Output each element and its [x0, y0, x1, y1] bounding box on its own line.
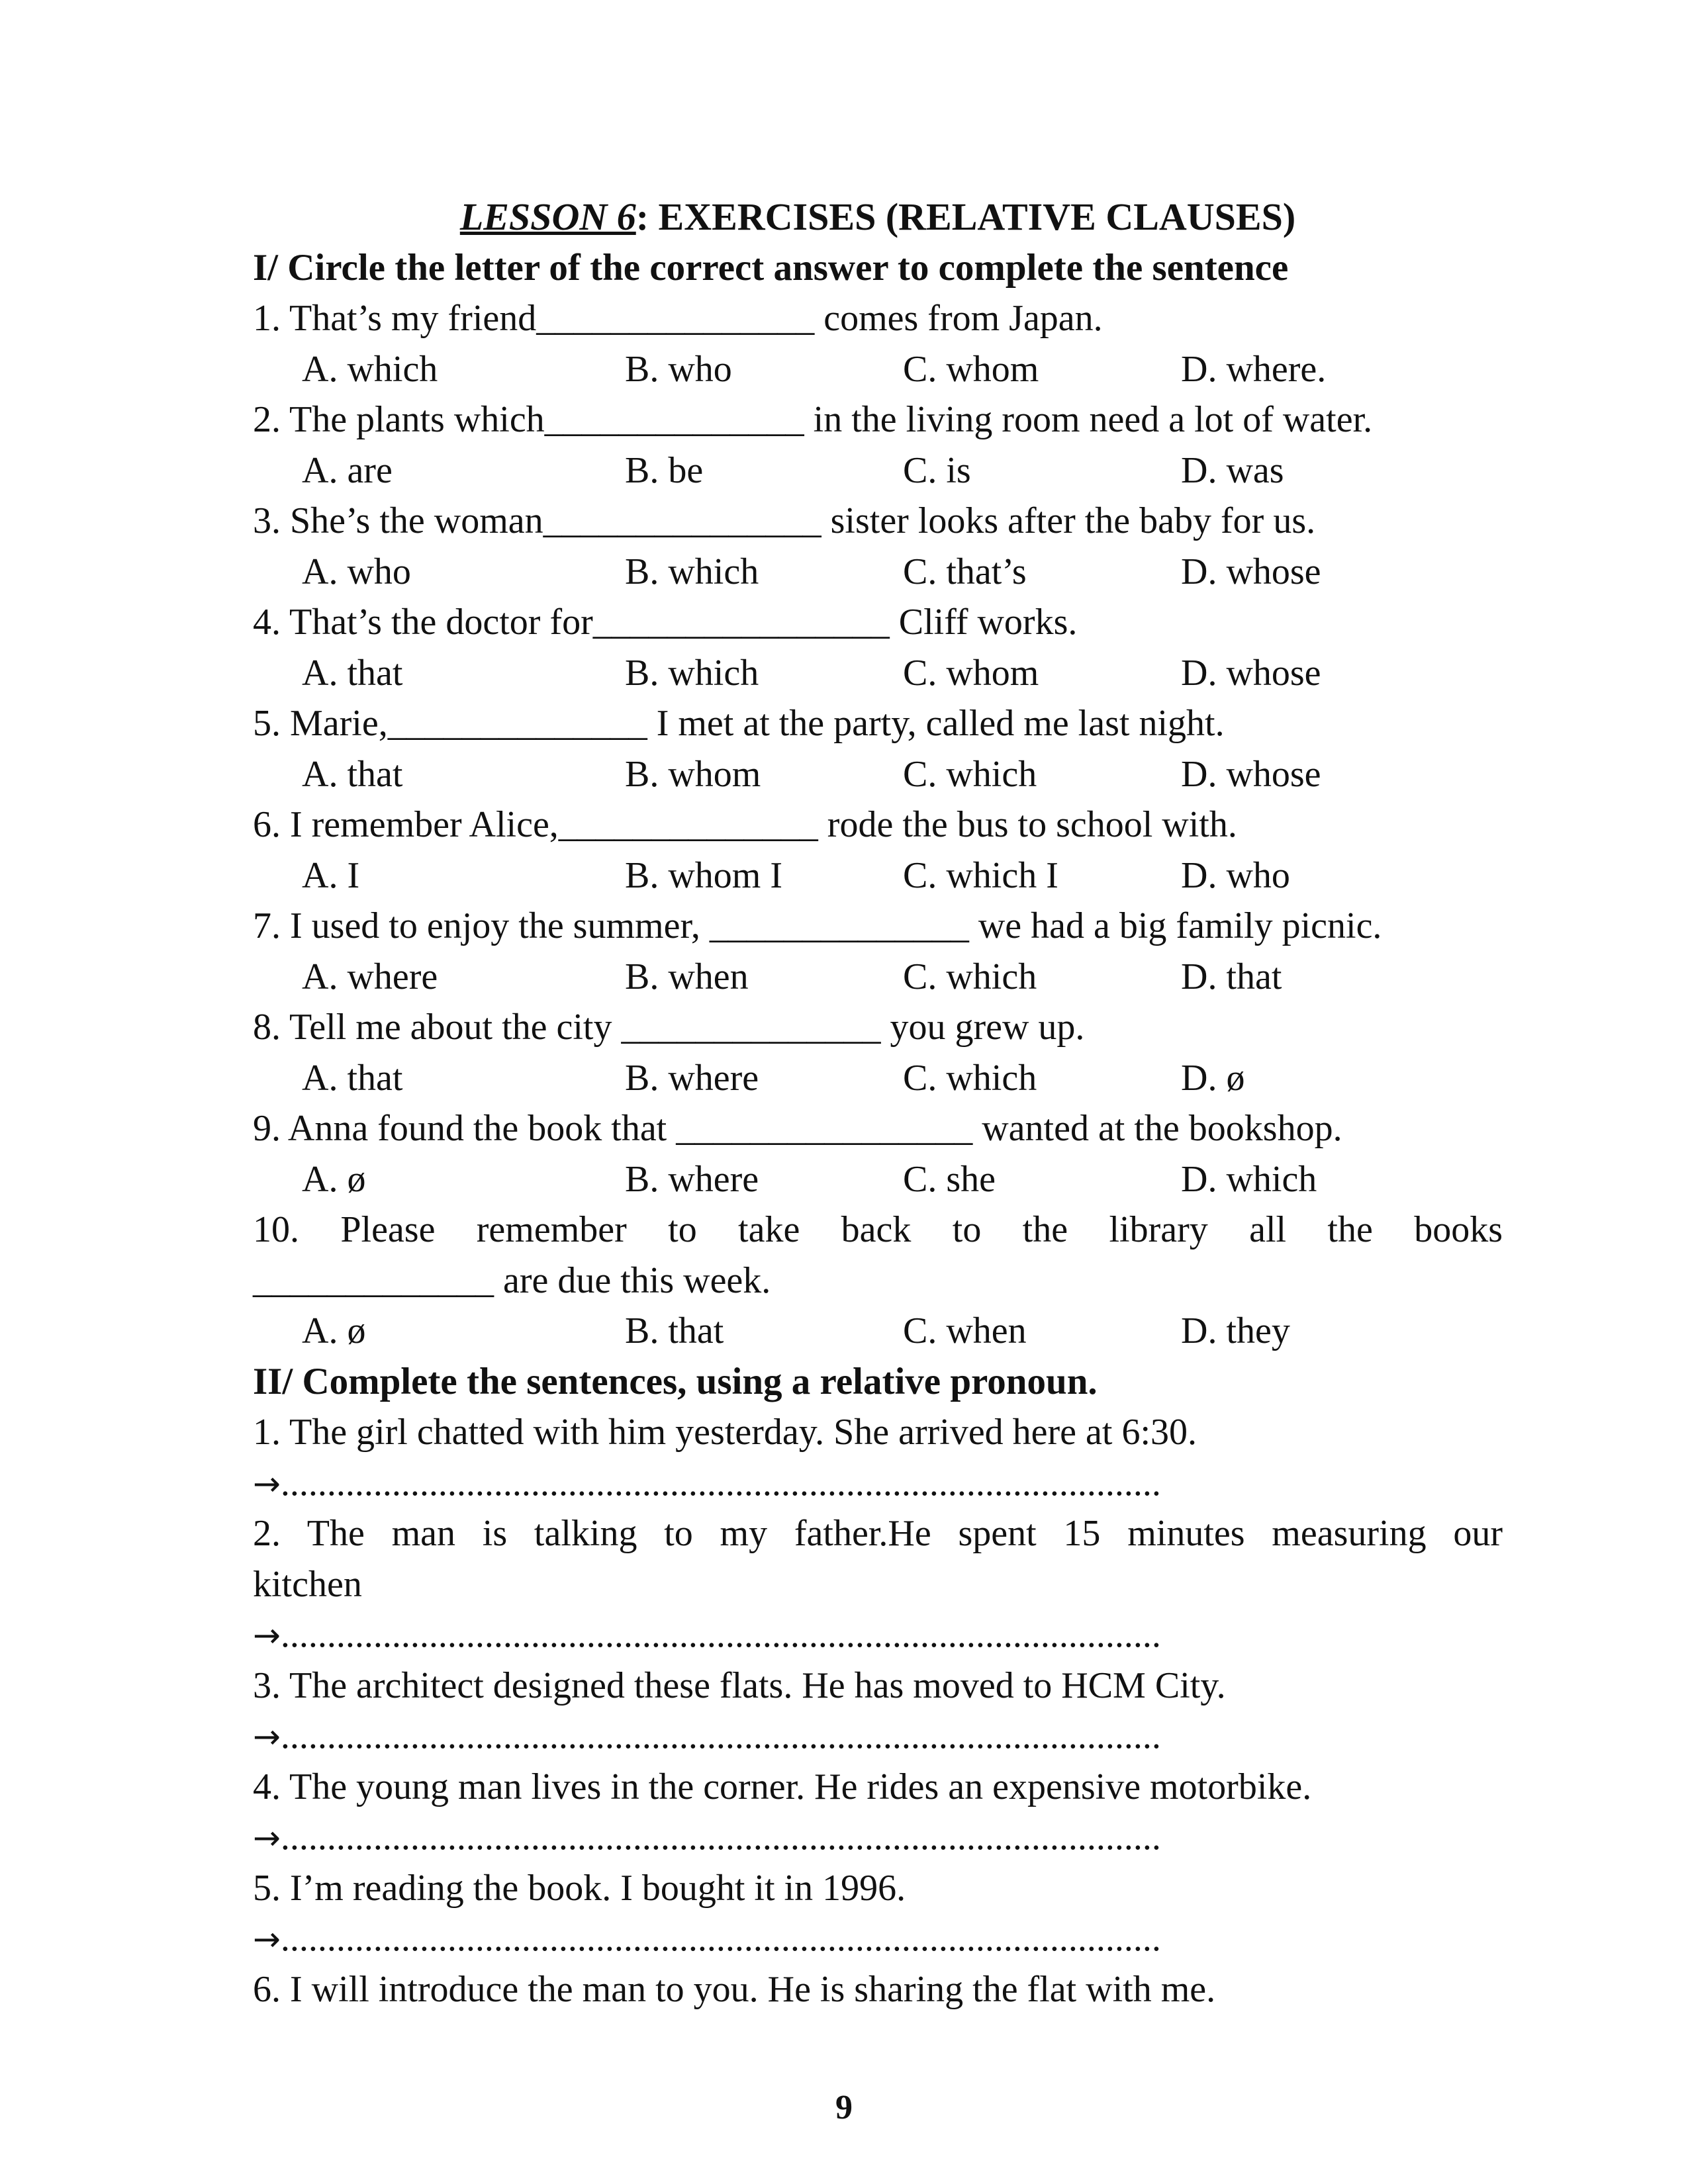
option-d: D. was: [1181, 449, 1284, 491]
option-b: B. that: [625, 1310, 724, 1351]
question-5: 5. Marie,______________ I met at the party, called me last night.: [253, 703, 1225, 744]
page-number: 9: [835, 2089, 853, 2126]
question-6-options: [253, 850, 1503, 901]
option-c: C. which: [903, 956, 1037, 997]
option-a: A. that: [302, 1057, 403, 1099]
section-2-heading: II/ Complete the sentences, using a relative pronoun.: [253, 1360, 1098, 1402]
option-c: C. whom: [903, 652, 1039, 694]
option-b: B. which: [625, 652, 759, 694]
answer-dots: ...............................................................................................: [280, 1817, 1161, 1858]
option-c: C. is: [903, 449, 971, 491]
answer-line-2: [253, 1610, 1503, 1661]
option-a: A. that: [302, 753, 403, 795]
question-4: 4. That’s the doctor for________________ Cliff works.: [253, 602, 1078, 643]
question-4-options: [253, 648, 1503, 699]
question-3: 3. She’s the woman_______________ sister looks after the baby for us.: [253, 500, 1316, 541]
answer-dots: ...............................................................................................: [280, 1462, 1161, 1504]
question-10-line-1: 10. Please remember to take back to the library all the books: [253, 1209, 1503, 1250]
option-a: A. ø: [302, 1158, 366, 1200]
option-d: D. that: [1181, 956, 1282, 997]
answer-line-3: [253, 1711, 1503, 1762]
question-1-options: [253, 344, 1503, 395]
option-c: C. which: [903, 753, 1037, 795]
option-c: C. she: [903, 1158, 996, 1200]
page-title: [253, 192, 1503, 243]
question-9-options: [253, 1154, 1503, 1205]
rewrite-item-4: 4. The young man lives in the corner. He rides an expensive motorbike.: [253, 1766, 1312, 1807]
rewrite-item-5: 5. I’m reading the book. I bought it in 1996.: [253, 1867, 906, 1909]
arrow-right-icon: →: [253, 1717, 281, 1756]
question-9: 9. Anna found the book that ________________ wanted at the bookshop.: [253, 1108, 1342, 1149]
option-b: B. be: [625, 449, 704, 491]
option-c: C. which: [903, 1057, 1037, 1099]
question-8-options: [253, 1053, 1503, 1104]
option-d: D. ø: [1181, 1057, 1245, 1099]
option-a: A. ø: [302, 1310, 366, 1351]
arrow-right-icon: →: [253, 1464, 281, 1503]
option-d: D. who: [1181, 854, 1290, 896]
option-d: D. whose: [1181, 551, 1321, 592]
question-7-options: [253, 952, 1503, 1003]
option-d: D. which: [1181, 1158, 1317, 1200]
option-a: A. are: [302, 449, 393, 491]
option-b: B. where: [625, 1057, 759, 1099]
question-10-line-2: _____________ are due this week.: [253, 1259, 771, 1301]
option-b: B. who: [625, 348, 732, 390]
arrow-right-icon: →: [253, 1616, 281, 1655]
rewrite-item-3: 3. The architect designed these flats. He has moved to HCM City.: [253, 1664, 1226, 1706]
arrow-right-icon: →: [253, 1819, 281, 1857]
question-1: 1. That’s my friend_______________ comes from Japan.: [253, 298, 1103, 339]
worksheet-page: [253, 192, 1503, 2015]
answer-line-5: [253, 1913, 1503, 1964]
answer-line-4: [253, 1812, 1503, 1863]
option-d: D. where.: [1181, 348, 1327, 390]
option-b: B. when: [625, 956, 749, 997]
question-8: 8. Tell me about the city ______________ you grew up.: [253, 1007, 1085, 1048]
option-c: C. whom: [903, 348, 1039, 390]
rewrite-item-1: 1. The girl chatted with him yesterday. She arrived here at 6:30.: [253, 1412, 1197, 1453]
arrow-right-icon: →: [253, 1920, 281, 1958]
option-b: B. where: [625, 1158, 759, 1200]
option-a: A. who: [302, 551, 411, 592]
option-c: C. which I: [903, 854, 1058, 896]
answer-dots: ...............................................................................................: [280, 1715, 1161, 1756]
question-6: 6. I remember Alice,______________ rode the bus to school with.: [253, 804, 1237, 845]
option-d: D. whose: [1181, 652, 1321, 694]
question-7: 7. I used to enjoy the summer, ______________ we had a big family picnic.: [253, 905, 1382, 946]
option-c: C. when: [903, 1310, 1027, 1351]
question-2-options: [253, 445, 1503, 496]
option-a: A. which: [302, 348, 438, 390]
option-a: A. that: [302, 652, 403, 694]
rewrite-item-6: 6. I will introduce the man to you. He is sharing the flat with me.: [253, 1968, 1216, 2010]
option-d: D. whose: [1181, 753, 1321, 795]
option-b: B. which: [625, 551, 759, 592]
option-a: A. I: [302, 854, 360, 896]
section-1-heading: I/ Circle the letter of the correct answer to complete the sentence: [253, 246, 1289, 289]
rewrite-item-2-line-2: kitchen: [253, 1563, 362, 1605]
title-rest: : EXERCISES (RELATIVE CLAUSES): [635, 195, 1296, 238]
option-d: D. they: [1181, 1310, 1290, 1351]
question-5-options: [253, 749, 1503, 800]
lesson-label: LESSON 6: [459, 195, 636, 238]
question-10-options: [253, 1306, 1503, 1357]
question-3-options: [253, 547, 1503, 598]
rewrite-item-2: 2. The man is talking to my father.He spent 15 minutes measuring our: [253, 1513, 1503, 1554]
question-2: 2. The plants which______________ in the living room need a lot of water.: [253, 399, 1373, 440]
option-b: B. whom I: [625, 854, 782, 896]
option-c: C. that’s: [903, 551, 1027, 592]
answer-dots: ...............................................................................................: [280, 1614, 1161, 1655]
answer-line-1: [253, 1458, 1503, 1509]
answer-dots: ...............................................................................................: [280, 1918, 1161, 1959]
option-a: A. where: [302, 956, 438, 997]
option-b: B. whom: [625, 753, 761, 795]
